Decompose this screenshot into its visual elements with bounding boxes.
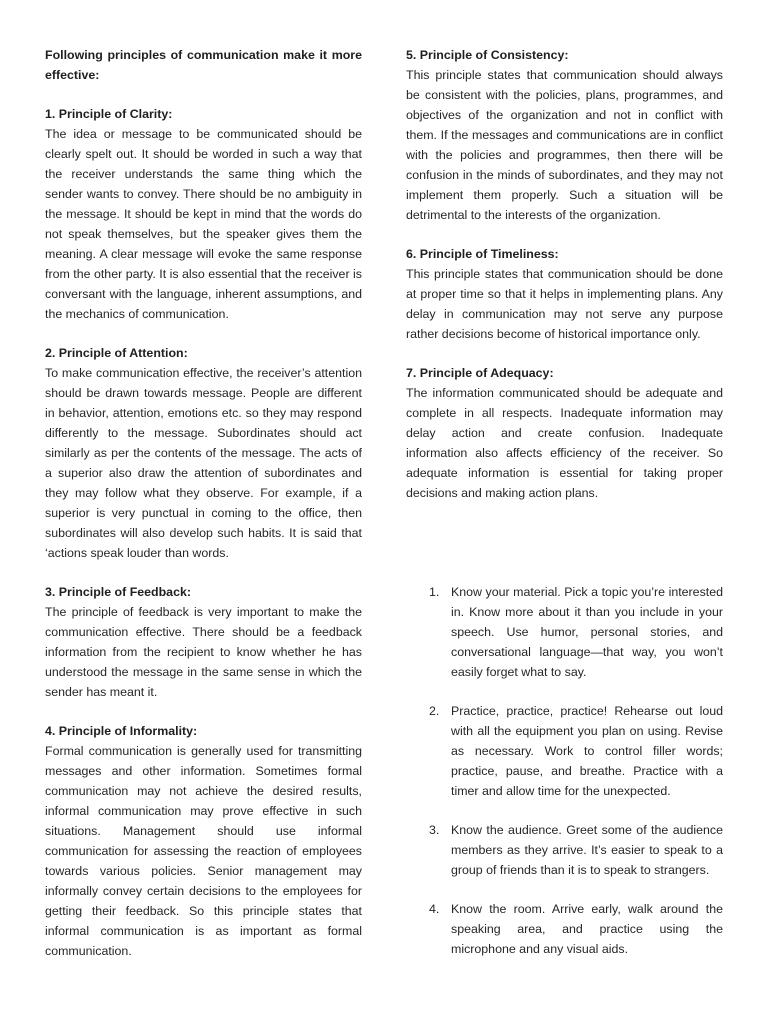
- list-number: 2.: [429, 704, 440, 718]
- list-item: [406, 899, 723, 959]
- section-heading: 6. Principle of Timeliness:: [406, 247, 559, 261]
- section-body: This principle states that communication should always be consistent with the policies, plans, programmes, and objectives of the organization and not in conflict with them. If the messages and communications are in conflict with the policies and programmes, then there will be confusion in the minds of subordinates, and they may not implement them properly. Such a situation will be detrimental to the interests of the organization.: [406, 68, 723, 222]
- section-heading: 5. Principle of Consistency:: [406, 48, 569, 62]
- section-body: This principle states that communication should be done at proper time so that it helps in implementing plans. Any delay in communication may not serve any purpose rather decisions become of historical importance only.: [406, 267, 723, 341]
- list-item: [406, 582, 723, 682]
- section-body: The information communicated should be adequate and complete in all respects. Inadequate information may delay action and create confusion. Inadequate information also affects efficiency of the receiver. So adequate information is essential for taking proper decisions and making action plans.: [406, 386, 723, 500]
- principle-informality: [45, 721, 362, 961]
- principle-adequacy: [406, 363, 723, 503]
- section-heading: 2. Principle of Attention:: [45, 346, 188, 360]
- list-item-text: Practice, practice, practice! Rehearse out loud with all the equipment you plan on using. Revise as necessary. Work to control filler words; practice, pause, and breathe. Practice with a timer and allow time for the unexpected.: [451, 704, 723, 798]
- list-item: [406, 701, 723, 801]
- list-item-text: Know the room. Arrive early, walk around the speaking area, and practice using the microphone and any visual aids.: [451, 902, 723, 956]
- principle-attention: [45, 343, 362, 563]
- list-number: 1.: [429, 585, 440, 599]
- section-body: The idea or message to be communicated should be clearly spelt out. It should be worded in such a way that the receiver understands the same thing which the sender wants to convey. There should be no ambiguity in the message. It should be kept in mind that the words do not speak themselves, but the speaker gives them the meaning. A clear message will evoke the same response from the other party. It is also essential that the receiver is conversant with the language, inherent assumptions, and the mechanics of communication.: [45, 127, 362, 321]
- section-heading: 7. Principle of Adequacy:: [406, 366, 554, 380]
- section-body: Formal communication is generally used for transmitting messages and other information. Sometimes formal communication may not achieve the desired results, informal communication may prove effective in such situations. Management should use informal communication for assessing the reaction of employees towards various policies. Senior management may informally convey certain decisions to the employees for getting their feedback. So this principle states that informal communication is as important as formal communication.: [45, 744, 362, 958]
- section-body: To make communication effective, the receiver’s attention should be drawn towards message. People are different in behavior, attention, emotions etc. so they may respond differently to the message. Subordinates should act similarly as per the contents of the message. The acts of a superior also draw the attention of subordinates and they may follow what they observe. For example, if a superior is very punctual in coming to the office, then subordinates will also develop such habits. It is said that ‘actions speak louder than words.: [45, 366, 362, 560]
- section-heading: 3. Principle of Feedback:: [45, 585, 191, 599]
- left-column: [45, 45, 362, 961]
- principle-feedback: [45, 582, 362, 702]
- principle-timeliness: [406, 244, 723, 344]
- section-body: The principle of feedback is very important to make the communication effective. There should be a feedback information from the recipient to know whether he has understood the message in the same sense in which the sender has meant it.: [45, 605, 362, 699]
- principle-clarity: [45, 104, 362, 324]
- list-item: [406, 820, 723, 880]
- list-number: 4.: [429, 902, 440, 916]
- section-heading: 1. Principle of Clarity:: [45, 107, 173, 121]
- list-item-text: Know the audience. Greet some of the audience members as they arrive. It’s easier to speak to a group of friends than it is to speak to strangers.: [451, 823, 723, 877]
- intro-text: Following principles of communication make it more effective:: [45, 48, 362, 82]
- speaking-tips-list: [406, 582, 723, 978]
- right-column: [406, 45, 723, 503]
- section-heading: 4. Principle of Informality:: [45, 724, 198, 738]
- list-item-text: Know your material. Pick a topic you’re interested in. Know more about it than you include in your speech. Use humor, personal stories, and conversational language—that way, you won’t easily forget what to say.: [451, 585, 723, 679]
- list-number: 3.: [429, 823, 440, 837]
- principle-consistency: [406, 45, 723, 225]
